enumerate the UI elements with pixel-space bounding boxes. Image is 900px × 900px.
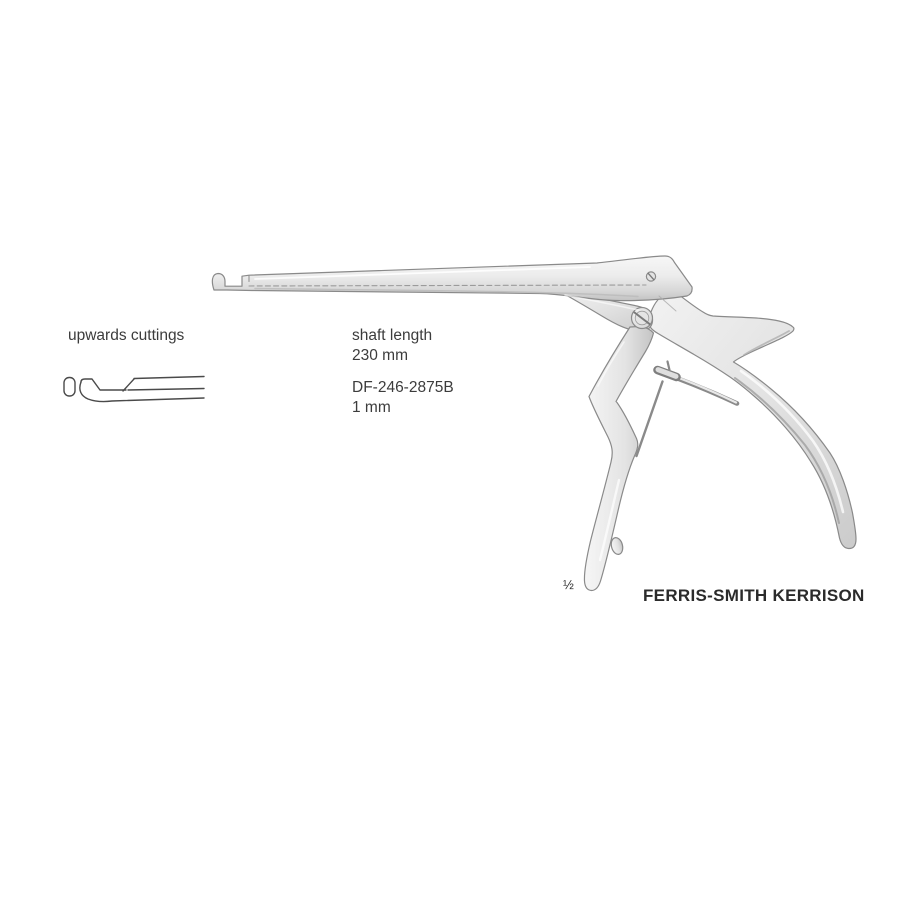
jaw-size: 1 mm — [352, 399, 391, 416]
tip-detail-illustration — [64, 377, 204, 402]
scale-fraction: ½ — [563, 577, 574, 592]
blade-screw-icon — [646, 272, 655, 281]
tip-profile-top — [134, 377, 204, 379]
product-code: DF-246-2875B — [352, 379, 454, 396]
tip-profile-mid — [128, 389, 204, 391]
spring-left-leg — [637, 382, 663, 457]
product-code-block — [352, 378, 454, 418]
shaft-length-label — [352, 326, 432, 366]
tip-profile-bevel — [123, 379, 134, 391]
product-name: FERRIS-SMITH KERRISON — [643, 586, 865, 605]
cutting-direction-label: upwards cuttings — [68, 327, 185, 344]
main-instrument — [212, 256, 856, 591]
spring — [637, 362, 738, 457]
shaft-length-caption: shaft length — [352, 327, 433, 344]
pivot-screw-icon — [632, 308, 653, 329]
tip-profile-hook — [81, 379, 126, 390]
tip-profile-bottom — [80, 382, 204, 402]
tip-cross-section — [64, 378, 75, 397]
shading-accents — [255, 267, 843, 560]
fixed-handle — [649, 291, 856, 549]
shaft-length-value: 230 mm — [352, 347, 408, 364]
spring-pin — [668, 362, 670, 371]
spring-rod-highlight — [675, 377, 736, 403]
